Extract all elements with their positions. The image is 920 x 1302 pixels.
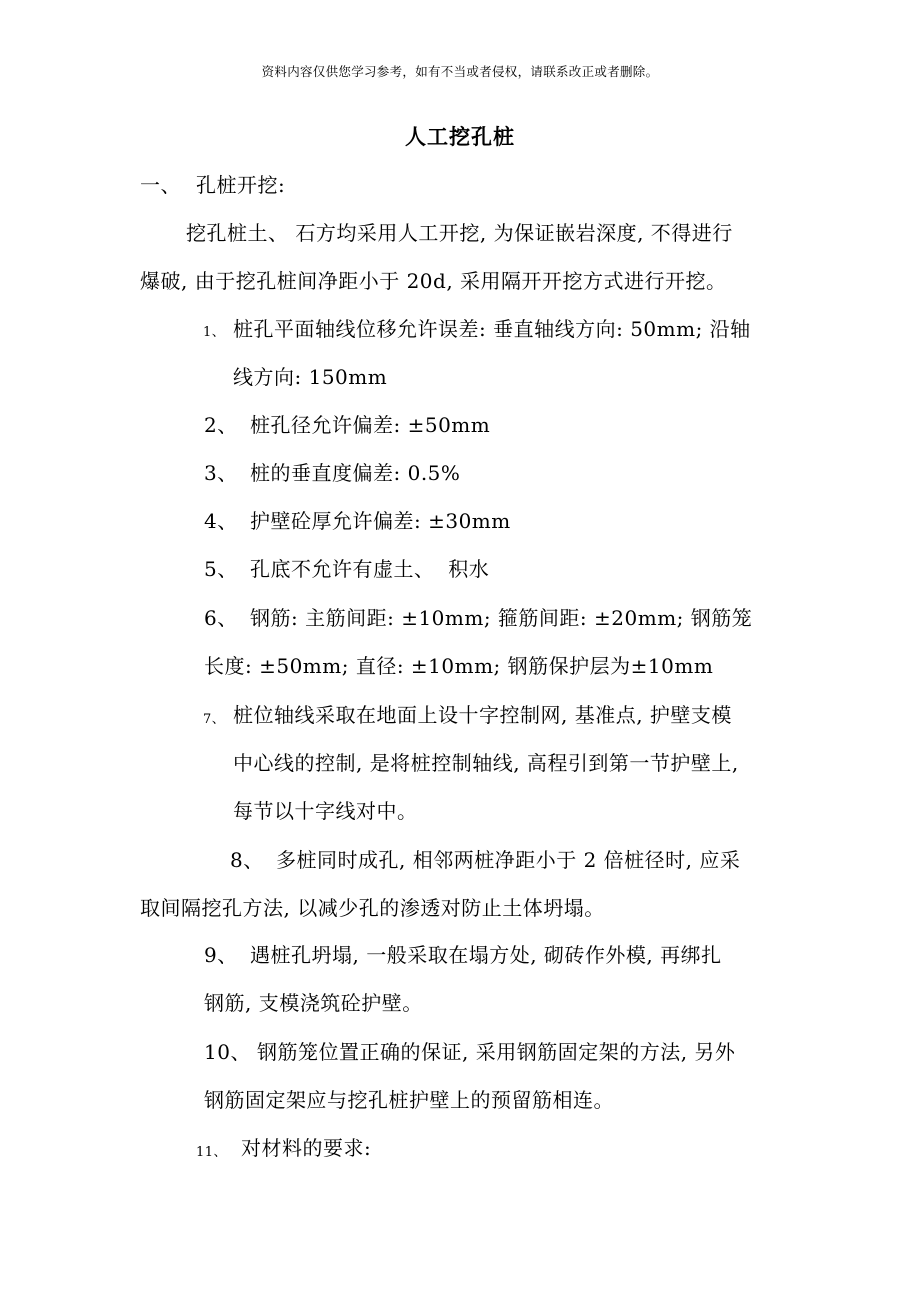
intro-line-2: 爆破, 由于挖孔桩间净距小于 20d, 采用隔开开挖方式进行开挖。 — [140, 269, 727, 293]
item-5-line-1: 孔底不允许有虚土、 积水 — [250, 557, 490, 581]
item-6-line-1: 钢筋: 主筋间距: ±10mm; 箍筋间距: ±20mm; 钢筋笼 — [250, 606, 753, 630]
item-2-line-1: 桩孔径允许偏差: ±50mm — [250, 413, 491, 437]
item-3-number: 3、 — [204, 461, 238, 485]
item-7-line-1: 桩位轴线采取在地面上设十字控制网, 基准点, 护壁支模 — [233, 703, 732, 727]
item-9-number: 9、 — [204, 943, 238, 967]
page-title: 人工挖孔桩 — [405, 124, 515, 149]
item-11-number: 11、 — [196, 1145, 228, 1160]
item-8-number: 8、 — [230, 848, 264, 872]
item-8-line-2: 取间隔挖孔方法, 以减少孔的渗透对防止土体坍塌。 — [140, 896, 605, 920]
item-7-line-2: 中心线的控制, 是将桩控制轴线, 高程引到第一节护壁上, — [233, 751, 739, 775]
item-6-line-2: 长度: ±50mm; 直径: ±10mm; 钢筋保护层为±10mm — [204, 654, 714, 678]
item-10-number: 10、 — [204, 1040, 251, 1064]
item-10-line-2: 钢筋固定架应与挖孔桩护壁上的预留筋相连。 — [204, 1088, 614, 1112]
intro-line-1: 挖孔桩土、 石方均采用人工开挖, 为保证嵌岩深度, 不得进行 — [186, 221, 733, 245]
item-2-number: 2、 — [204, 413, 238, 437]
item-7-line-3: 每节以十字线对中。 — [233, 799, 418, 823]
section-marker: 一、 — [140, 173, 181, 197]
item-3-line-1: 桩的垂直度偏差: 0.5% — [250, 461, 461, 485]
item-1-line-2: 线方向: 150mm — [233, 365, 388, 389]
item-9-line-2: 钢筋, 支模浇筑砼护壁。 — [204, 991, 423, 1015]
item-7-number: 7、 — [203, 712, 226, 727]
item-9-line-1: 遇桩孔坍塌, 一般采取在塌方处, 砌砖作外模, 再绑扎 — [250, 943, 722, 967]
item-4-number: 4、 — [204, 509, 238, 533]
item-1-number: 1、 — [203, 325, 226, 340]
item-1-line-1: 桩孔平面轴线位移允许误差: 垂直轴线方向: 50mm; 沿轴 — [233, 317, 751, 341]
item-10-line-1: 钢筋笼位置正确的保证, 采用钢筋固定架的方法, 另外 — [257, 1040, 736, 1064]
item-11-line-1: 对材料的要求: — [241, 1136, 372, 1160]
item-8-line-1: 多桩同时成孔, 相邻两桩净距小于 2 倍桩径时, 应采 — [276, 848, 741, 872]
item-6-number: 6、 — [204, 606, 238, 630]
copyright-notice: 资料内容仅供您学习参考，如有不当或者侵权，请联系改正或者删除。 — [261, 64, 659, 79]
item-5-number: 5、 — [204, 557, 238, 581]
item-4-line-1: 护壁砼厚允许偏差: ±30mm — [250, 509, 511, 533]
section-heading: 孔桩开挖: — [196, 173, 286, 197]
